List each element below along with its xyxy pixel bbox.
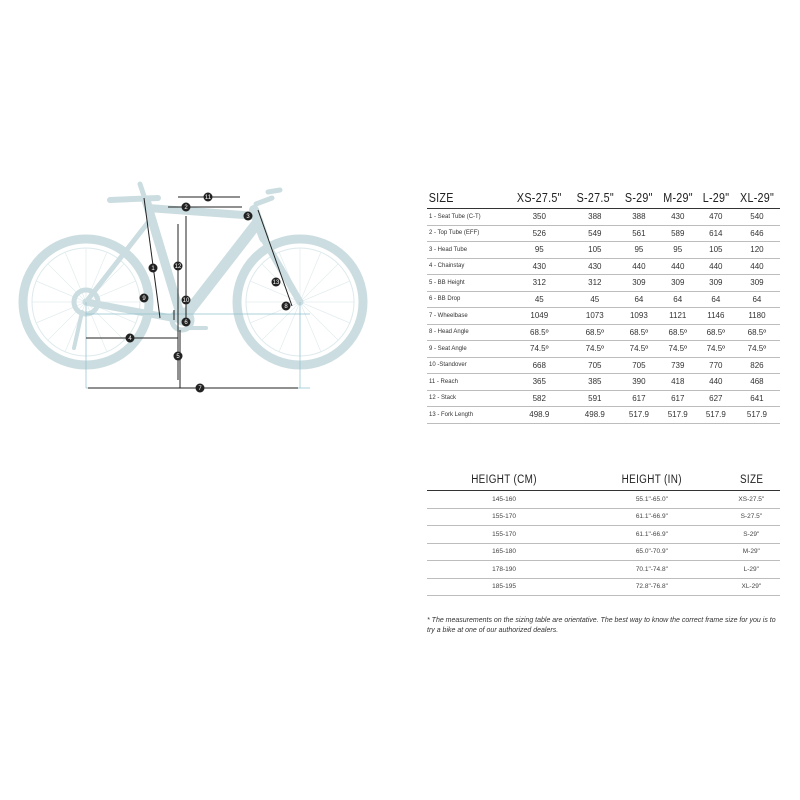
table-cell: 627	[698, 390, 734, 407]
table-cell: 517.9	[658, 407, 698, 424]
row-label: 7 - Wheelbase	[427, 308, 509, 325]
column-header: S-29"	[623, 188, 655, 209]
bike-illustration	[23, 184, 363, 365]
table-cell: 614	[698, 225, 734, 242]
column-header: XL-29"	[737, 188, 777, 209]
table-cell: 61.1"-66.9"	[581, 526, 723, 544]
row-label: 5 - BB Height	[427, 275, 509, 292]
table-cell: 617	[658, 390, 698, 407]
table-cell: 55.1"-65.0"	[581, 491, 723, 509]
column-header: L-29"	[700, 188, 731, 209]
label-4	[126, 334, 135, 343]
geometry-table-header	[427, 188, 780, 209]
svg-text:4: 4	[128, 336, 132, 342]
table-cell: 1146	[698, 308, 734, 325]
table-cell: 105	[698, 242, 734, 259]
table-cell: 498.9	[509, 407, 570, 424]
table-cell: 350	[509, 209, 570, 226]
table-cell: 68.5º	[734, 324, 780, 341]
table-cell: 646	[734, 225, 780, 242]
table-cell: 309	[658, 275, 698, 292]
chainstay	[86, 302, 182, 320]
label-5	[174, 352, 183, 361]
table-cell: 440	[620, 258, 658, 275]
table-cell: 72.8"-76.8"	[581, 578, 723, 596]
table-cell: M-29"	[723, 543, 780, 561]
table-cell: S-29"	[723, 526, 780, 544]
table-cell: 1093	[620, 308, 658, 325]
stem	[256, 198, 272, 204]
row-label: 1 - Seat Tube (C-T)	[427, 209, 509, 226]
row-label: 155-170	[427, 526, 581, 544]
table-cell: 440	[698, 374, 734, 391]
table-row	[427, 390, 780, 407]
guide-lines	[86, 302, 310, 388]
table-cell: 540	[734, 209, 780, 226]
svg-text:10: 10	[182, 298, 190, 304]
row-label: 165-180	[427, 543, 581, 561]
row-label: 178-190	[427, 561, 581, 579]
table-cell: 1049	[509, 308, 570, 325]
table-row	[427, 357, 780, 374]
table-cell: 309	[734, 275, 780, 292]
table-cell: 74.5º	[698, 341, 734, 358]
svg-text:9: 9	[142, 296, 146, 302]
svg-text:12: 12	[174, 264, 182, 270]
row-label: 8 - Head Angle	[427, 324, 509, 341]
table-cell: 517.9	[734, 407, 780, 424]
table-row	[427, 275, 780, 292]
table-cell: 430	[570, 258, 621, 275]
svg-text:6: 6	[184, 320, 188, 326]
row-label: 9 - Seat Angle	[427, 341, 509, 358]
table-cell: 440	[658, 258, 698, 275]
row-label: 12 - Stack	[427, 390, 509, 407]
table-cell: 826	[734, 357, 780, 374]
column-header: S-27.5"	[573, 188, 616, 209]
table-cell: 470	[698, 209, 734, 226]
table-cell: 68.5º	[620, 324, 658, 341]
label-7	[196, 384, 205, 393]
table-cell: 74.5º	[620, 341, 658, 358]
svg-text:11: 11	[204, 195, 212, 201]
svg-text:2: 2	[184, 205, 188, 211]
seatstay	[86, 220, 150, 302]
label-2	[182, 203, 191, 212]
table-cell: 74.5º	[509, 341, 570, 358]
table-cell: 45	[509, 291, 570, 308]
table-cell: 549	[570, 225, 621, 242]
table-cell: S-27.5"	[723, 508, 780, 526]
row-label: 10 -Standover	[427, 357, 509, 374]
label-12	[174, 262, 183, 271]
table-cell: 440	[734, 258, 780, 275]
table-cell: 64	[620, 291, 658, 308]
table-cell: 388	[570, 209, 621, 226]
row-label: 11 - Reach	[427, 374, 509, 391]
label-9	[140, 294, 149, 303]
table-row	[427, 225, 780, 242]
label-3	[244, 212, 253, 221]
table-cell: 390	[620, 374, 658, 391]
table-cell: 388	[620, 209, 658, 226]
table-row	[427, 308, 780, 325]
label-13	[272, 278, 281, 287]
label-1	[149, 264, 158, 273]
table-cell: 74.5º	[658, 341, 698, 358]
label-8	[282, 302, 291, 311]
table-cell: 430	[509, 258, 570, 275]
table-cell: L-29"	[723, 561, 780, 579]
table-row	[427, 341, 780, 358]
table-row	[427, 543, 780, 561]
table-row	[427, 258, 780, 275]
table-cell: 61.1"-66.9"	[581, 508, 723, 526]
table-cell: 591	[570, 390, 621, 407]
table-cell: 668	[509, 357, 570, 374]
table-cell: 64	[698, 291, 734, 308]
table-row	[427, 578, 780, 596]
table-cell: 440	[698, 258, 734, 275]
table-cell: XL-29"	[723, 578, 780, 596]
table-cell: XS-27.5"	[723, 491, 780, 509]
svg-text:8: 8	[284, 304, 288, 310]
row-label: 2 - Top Tube (EFF)	[427, 225, 509, 242]
table-row	[427, 508, 780, 526]
table-cell: 68.5º	[570, 324, 621, 341]
table-cell: 95	[658, 242, 698, 259]
table-cell: 418	[658, 374, 698, 391]
table-cell: 74.5º	[570, 341, 621, 358]
table-cell: 385	[570, 374, 621, 391]
table-cell: 95	[620, 242, 658, 259]
row-label: 13 - Fork Length	[427, 407, 509, 424]
geometry-table	[427, 188, 780, 424]
table-row	[427, 324, 780, 341]
saddle	[110, 198, 158, 200]
table-cell: 312	[509, 275, 570, 292]
column-header: SIZE	[727, 469, 776, 491]
table-cell: 582	[509, 390, 570, 407]
table-cell: 95	[509, 242, 570, 259]
row-label: 6 - BB Drop	[427, 291, 509, 308]
table-row	[427, 291, 780, 308]
table-cell: 70.1"-74.8"	[581, 561, 723, 579]
table-cell: 1180	[734, 308, 780, 325]
row-label: 155-170	[427, 508, 581, 526]
table-cell: 68.5º	[698, 324, 734, 341]
table-cell: 468	[734, 374, 780, 391]
table-cell: 64	[658, 291, 698, 308]
label-6	[182, 318, 191, 327]
table-cell: 1121	[658, 308, 698, 325]
table-cell: 65.0"-70.9"	[581, 543, 723, 561]
table-cell: 312	[570, 275, 621, 292]
table-cell: 561	[620, 225, 658, 242]
table-cell: 365	[509, 374, 570, 391]
footnote: * The measurements on the sizing table are orientative. The best way to know the correct frame size for you is to try a bike at one of our authorized dealers.	[427, 617, 776, 634]
svg-text:13: 13	[272, 280, 280, 286]
height-table-body	[427, 491, 780, 596]
table-cell: 430	[658, 209, 698, 226]
svg-text:3: 3	[246, 214, 250, 220]
table-row	[427, 374, 780, 391]
table-cell: 705	[620, 357, 658, 374]
svg-text:5: 5	[176, 354, 180, 360]
column-header: XS-27.5"	[513, 188, 565, 209]
table-cell: 120	[734, 242, 780, 259]
svg-text:7: 7	[198, 386, 202, 392]
table-cell: 74.5º	[734, 341, 780, 358]
column-header: HEIGHT (CM)	[438, 469, 571, 491]
svg-text:1: 1	[151, 266, 155, 272]
row-label: 3 - Head Tube	[427, 242, 509, 259]
geometry-table-body	[427, 209, 780, 424]
table-cell: 68.5º	[509, 324, 570, 341]
handlebar	[268, 190, 280, 192]
table-row	[427, 561, 780, 579]
top-tube	[148, 208, 256, 216]
row-label: 145-160	[427, 491, 581, 509]
table-cell: 641	[734, 390, 780, 407]
table-row	[427, 526, 780, 544]
height-size-table	[427, 469, 780, 596]
height-table-header	[427, 469, 780, 491]
column-header: HEIGHT (IN)	[591, 469, 713, 491]
derailleur	[74, 312, 82, 348]
table-cell: 770	[698, 357, 734, 374]
table-cell: 589	[658, 225, 698, 242]
label-10	[182, 296, 191, 305]
table-cell: 617	[620, 390, 658, 407]
row-label: 185-195	[427, 578, 581, 596]
table-row	[427, 491, 780, 509]
bike-geometry-diagram	[10, 180, 390, 410]
table-row	[427, 209, 780, 226]
table-cell: 45	[570, 291, 621, 308]
row-label: 4 - Chainstay	[427, 258, 509, 275]
table-cell: 739	[658, 357, 698, 374]
table-row	[427, 407, 780, 424]
table-cell: 309	[698, 275, 734, 292]
table-cell: 1073	[570, 308, 621, 325]
column-header: SIZE	[427, 188, 498, 209]
table-cell: 498.9	[570, 407, 621, 424]
table-cell: 526	[509, 225, 570, 242]
table-cell: 64	[734, 291, 780, 308]
table-cell: 105	[570, 242, 621, 259]
table-cell: 309	[620, 275, 658, 292]
table-row	[427, 242, 780, 259]
table-cell: 68.5º	[658, 324, 698, 341]
table-cell: 705	[570, 357, 621, 374]
table-cell: 517.9	[620, 407, 658, 424]
label-11	[204, 193, 213, 202]
column-header: M-29"	[661, 188, 695, 209]
table-cell: 517.9	[698, 407, 734, 424]
